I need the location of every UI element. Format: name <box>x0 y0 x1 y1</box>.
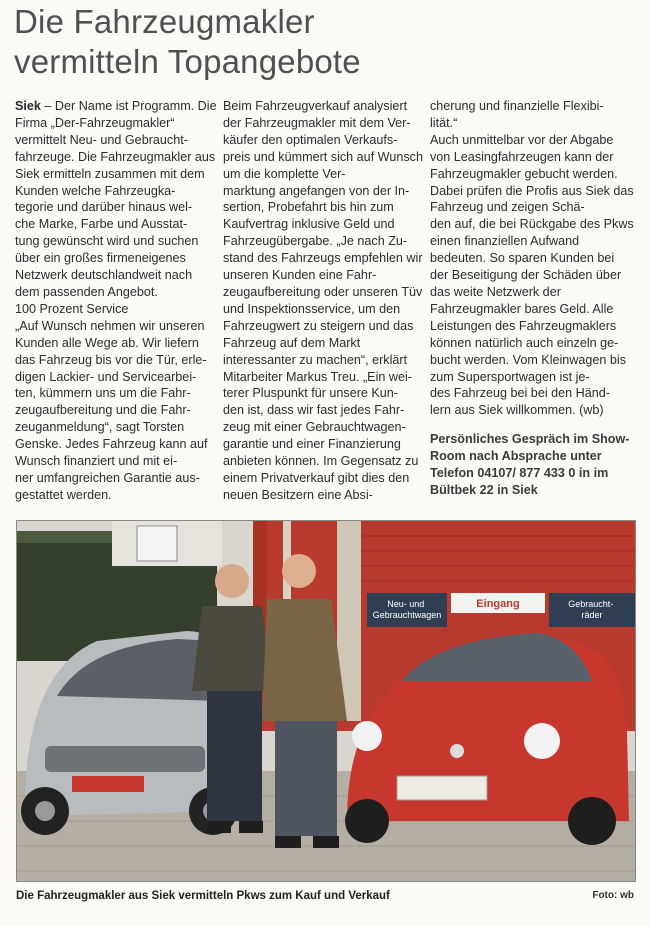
sign-right-line-1: Gebraucht- <box>568 599 614 609</box>
article-photo <box>16 520 636 882</box>
headline <box>14 2 514 82</box>
column-1-text: – Der Name ist Programm. Die Firma „Der-Fahrzeugmakler“ vermittelt Neu- und Gebraucht- fahrzeuge. Die Fahrzeugmakler aus Siek ermitteln zusammen mit dem Kunden welche Fahrzeugka- tegorie und darüber hinaus wel- che Marke, Farbe und Ausstat- tung gewünscht wird und suchen über ein großes firmeneigenes Netzwerk deutschlandweit nach dem passenden Angebot. <box>15 99 217 299</box>
subheading: 100 Prozent Service <box>15 301 129 316</box>
dateline: Siek <box>15 99 41 113</box>
contact-info: Persönliches Gespräch im Show-Room nach Absprache unter Telefon 04107/ 877 433 0 in im Bültbek 22 in Siek <box>430 432 630 497</box>
column-3-text: cherung und finanzielle Flexibi- lität.“ Auch unmittelbar vor der Abgabe von Leasingfahrzeugen kann der Fahrzeugmakler gebucht werden. Dabei prüfen die Profis aus Siek das Fahrzeug und zeigen Schä- den auf, die bei Rückgabe des Pkws einen finanziellen Aufwand bedeuten. So sparen Kunden bei der Beseitigung der Schäden über das weite Netzwerk der Fahrzeugmakler bares Geld. Alle Leistungen des Fahrzeugmaklers können natürlich auch einzeln ge- bucht werden. Vom Kleinwagen bis zum Supersportwagen ist je- des Fahrzeug bei bei den Händ- lern aus Siek willkommen. (wb) <box>430 99 634 418</box>
photo-caption: Die Fahrzeugmakler aus Siek vermitteln Pkws zum Kauf und Verkauf <box>16 890 390 902</box>
article-column-3 <box>430 98 634 499</box>
photo-scene <box>17 521 635 881</box>
headline-line-2: vermitteln Topangebote <box>14 43 361 80</box>
article-column-1 <box>15 98 217 504</box>
column-1-paragraph <box>15 98 217 301</box>
sign-left-line-1: Neu- und <box>387 599 425 609</box>
headline-line-1: Die Fahrzeugmakler <box>14 3 315 40</box>
photo-credit: Foto: wb <box>592 890 634 901</box>
column-2-text: Beim Fahrzeugverkauf analysiert der Fahrzeugmakler mit dem Ver- käufer den optimalen Verkaufs- preis und kümmert sich auf Wunsch um die komplette Ver- marktung angefangen von der In- sertion, Probefahrt bis hin zum Kaufvertrag inklusive Geld und Fahrzeugübergabe. „Je nach Zu- stand des Fahrzeugs empfehlen wir unseren Kunden eine Fahr- zeugaufbereitung oder unseren Tüv und Inspektionsservice, um den Fahrzeugwert zu steigern und das Fahrzeug auf dem Markt interessanter zu machen“, erklärt Mitarbeiter Markus Treu. „Ein wei- terer Pluspunkt für unsere Kun- den ist, dass wir fast jedes Fahr- zeug mit einer Gebrauchtwagen- garantie und einer Finanzierung anbieten können. Im Gegensatz zu einem Privatverkauf gibt dies den neuen Besitzern eine Absi- <box>223 99 423 502</box>
column-1-text-2: „Auf Wunsch nehmen wir unseren Kunden alle Wege ab. Wir liefern das Fahrzeug bis vor die Tür, erle- digen Lackier- und Servicearbei- ten, kümmern uns um die Fahr- zeugaufbereitung und die Fahr- zeuganmeldung“, sagt Torsten Genske. Jedes Fahrzeug kann auf Wunsch finanziert und mit ei- ner umfangreichen Garantie aus- gestattet werden. <box>15 318 208 502</box>
article-column-2 <box>223 98 425 504</box>
sign-right-line-2: räder <box>581 610 603 620</box>
sign-center-text: Eingang <box>476 598 520 610</box>
sign-left-line-2: Gebrauchtwagen <box>372 610 442 620</box>
